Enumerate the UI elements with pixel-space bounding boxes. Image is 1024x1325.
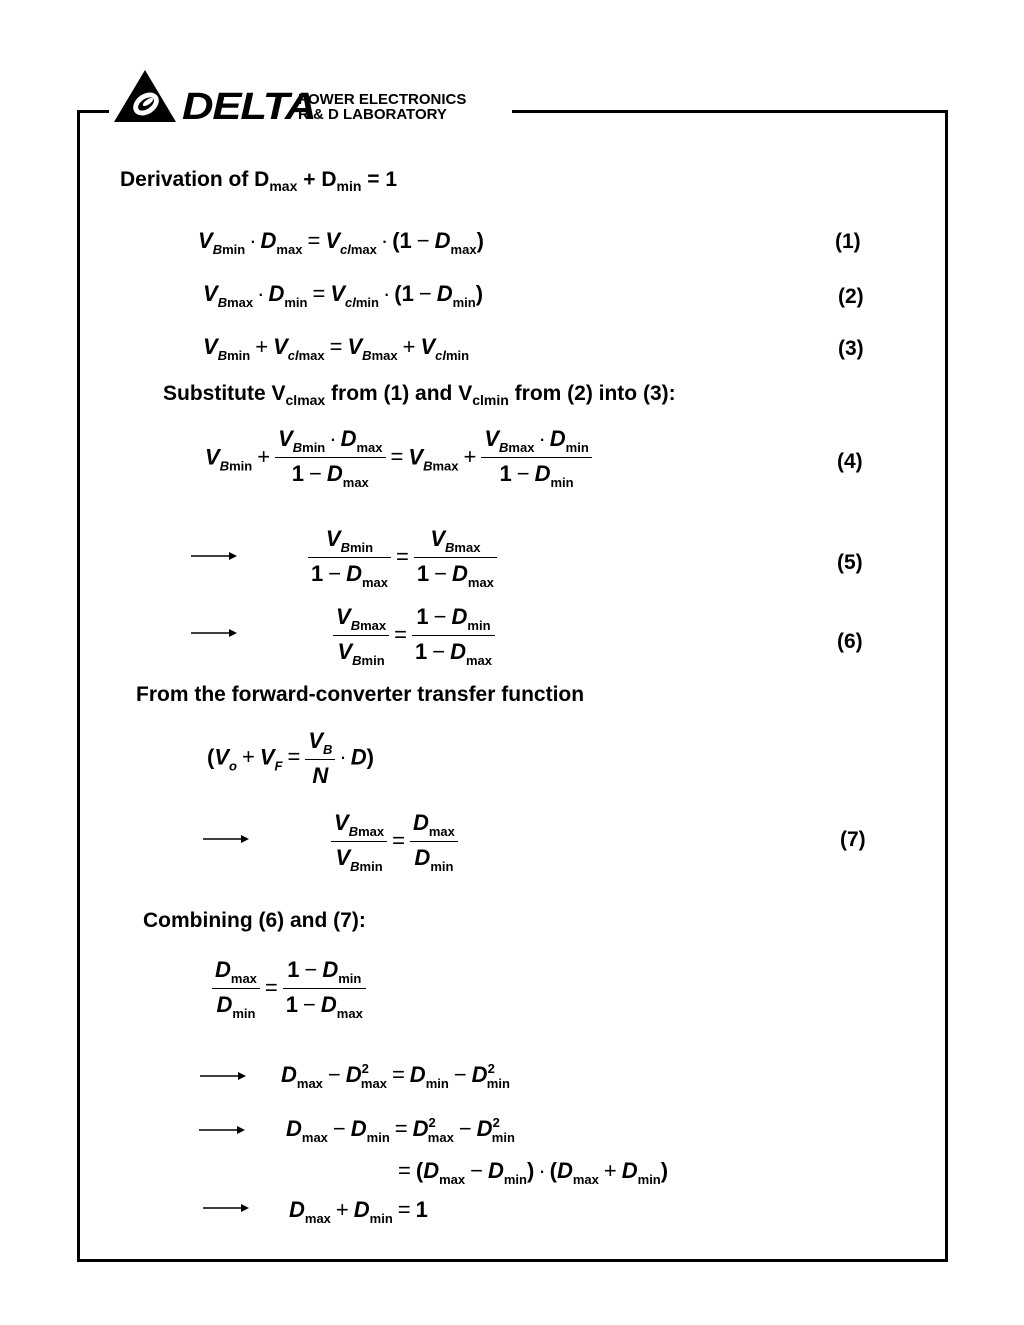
implies-arrow-icon	[203, 834, 251, 844]
equation-number-7: (7)	[840, 828, 866, 851]
equation-6: $\frac{V_{Bmax}}{V_{Bmin}}$ = $\frac{1 - D_{min}}{1 - D_{max}}$	[333, 606, 495, 667]
combining-heading: Combining (6) and (7):	[143, 909, 366, 932]
implies-arrow-icon	[199, 1125, 247, 1135]
implies-arrow-icon	[191, 628, 239, 638]
transfer-function-equation: ($V_o + V_F$ = $\frac{V_B}{N}$ · D)	[207, 728, 374, 788]
implies-arrow-icon	[200, 1071, 248, 1081]
equation-7: $\frac{V_{Bmax}}{V_{Bmin}}$ = $\frac{D_{max}}{D_{min}}$	[331, 812, 458, 873]
forward-converter-heading: From the forward-converter transfer function	[136, 683, 585, 706]
step-2-equation: $D_{max} - D_{min} = D^2_{max} - D^2_{min}$	[286, 1115, 515, 1145]
delta-logo	[112, 68, 512, 128]
logo-tagline-line2: R & D LABORATORY	[298, 106, 447, 123]
equation-number-1: (1)	[835, 230, 861, 253]
equation-number-2: (2)	[838, 285, 864, 308]
combined-ratio-equation: $\frac{D_{max}}{D_{min}}$ = $\frac{1 - D_{min}}{1 - D_{max}}$	[212, 959, 366, 1020]
equation-3: $V_{Bmin} + V_{clmax} = V_{Bmax} + V_{clmin}$	[203, 334, 470, 363]
page-title: Derivation of $D_{max} + D_{min} = 1$	[120, 168, 398, 194]
result-equation: $D_{max} + D_{min} = 1$	[289, 1197, 428, 1226]
equation-2: $V_{Bmax} \cdot D_{min} = V_{clmin} \cdot (1 - D_{min})$	[203, 281, 484, 310]
logo-tagline	[298, 92, 466, 122]
substitute-heading: Substitute $V_{clmax}$ from (1) and $V_{clmin}$ from (2) into (3):	[163, 382, 676, 408]
equation-4: $V_{Bmin}$ + $\frac{V_{Bmin} \cdot D_{max}}{1 - D_{max}}$ = $V_{Bmax}$ + $\frac{V_{Bmax} \cdot D_{min}}{1 - D_{min}}$	[205, 428, 592, 489]
implies-arrow-icon	[203, 1203, 251, 1213]
logo-tagline-line1: POWER ELECTRONICS	[298, 91, 467, 108]
delta-triangle-icon	[112, 68, 178, 124]
step-3-equation: = $(D_{max} - D_{min}) \cdot (D_{max} + D_{min})$	[398, 1158, 669, 1187]
equation-5: $\frac{V_{Bmin}}{1 - D_{max}}$ = $\frac{V_{Bmax}}{1 - D_{max}}$	[308, 528, 497, 589]
equation-number-3: (3)	[838, 337, 864, 360]
step-1-equation: $D_{max} - D^2_{max} = D_{min} - D^2_{min}$	[281, 1061, 510, 1091]
implies-arrow-icon	[191, 551, 239, 561]
equation-number-4: (4)	[837, 450, 863, 473]
logo-wordmark: DELTA	[182, 86, 316, 128]
equation-number-5: (5)	[837, 551, 863, 574]
equation-number-6: (6)	[837, 630, 863, 653]
equation-1: $V_{Bmin} \cdot D_{max} = V_{clmax} \cdot (1 - D_{max})$	[198, 228, 484, 257]
